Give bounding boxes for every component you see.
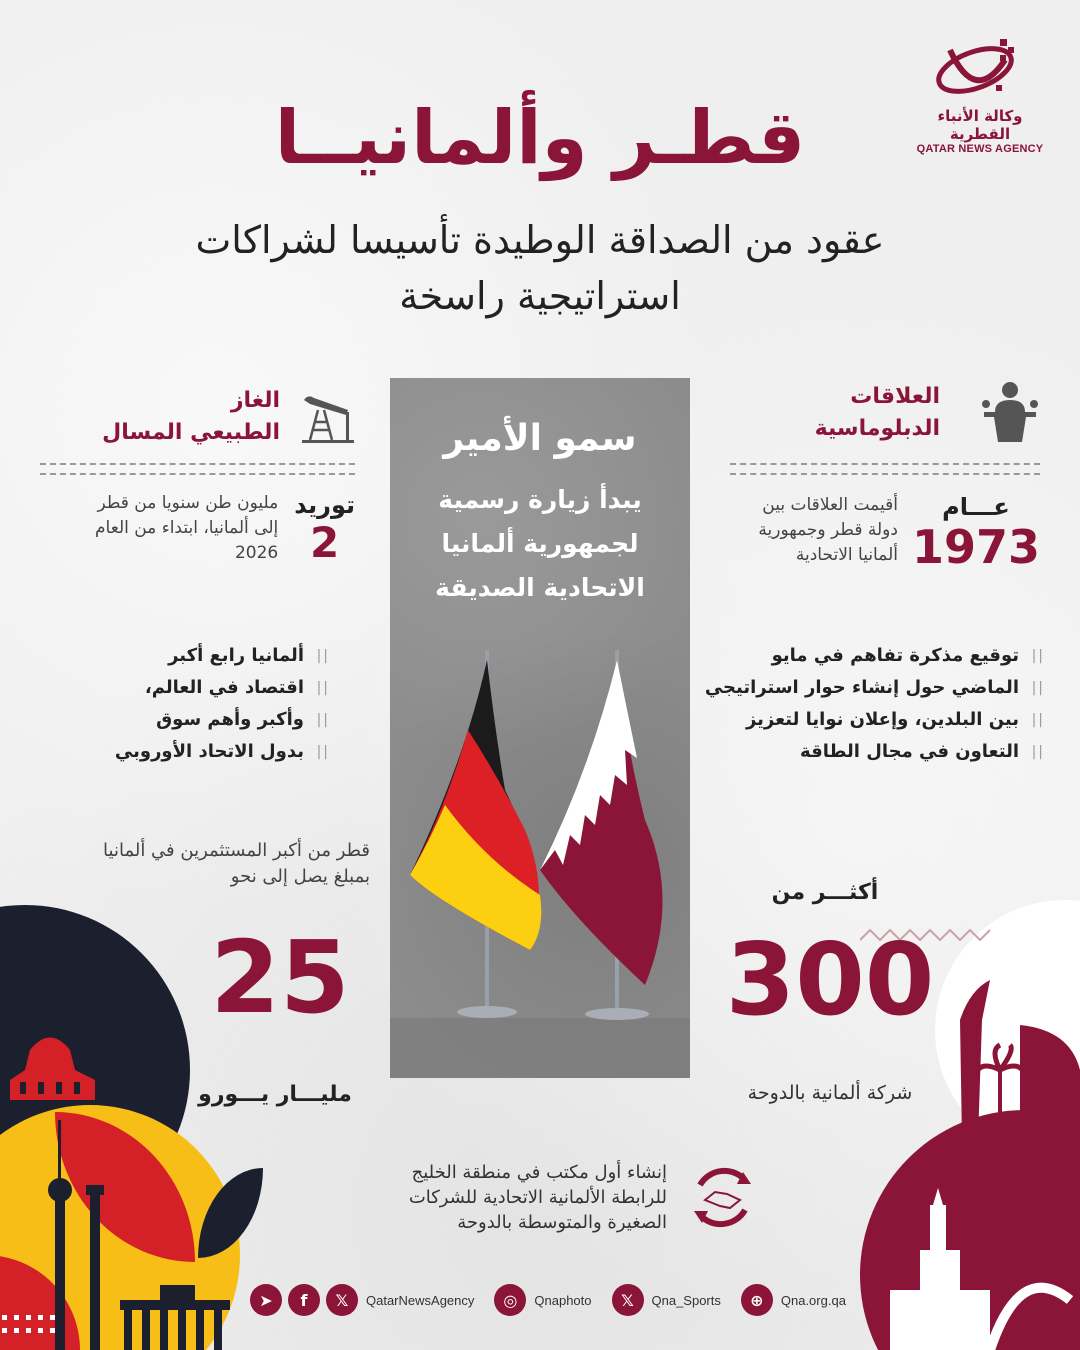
oil-pump-icon [300, 390, 355, 445]
year-value: 1973 [911, 520, 1040, 574]
investment-unit: مليـــار يـــورو [198, 1082, 352, 1107]
podium-speaker-icon [980, 380, 1040, 445]
qna-logo [905, 35, 1055, 155]
logo-english-text: QATAR NEWS AGENCY [916, 143, 1044, 155]
handle-qatarnewsagency[interactable]: QatarNewsAgency [366, 1292, 475, 1308]
lng-section [35, 385, 355, 567]
desc-line: 2026 [234, 543, 279, 563]
desc-line: قطر من أكبر المستثمرين في ألمانيا [103, 840, 370, 861]
desc-line: دولة قطر وجمهورية [758, 520, 898, 540]
center-text [390, 478, 690, 610]
desc-line: إلى ألمانيا، ابتداء من العام [95, 518, 279, 538]
supply-label: توريد [294, 491, 355, 519]
center-line: يبدأ زيارة رسمية [438, 485, 642, 514]
telegram-icon[interactable]: ➤ [250, 1284, 282, 1316]
mou-line: || بين البلدين، وإعلان نوايا لتعزيز [700, 704, 1045, 736]
flags-icon [405, 640, 675, 1030]
investment-description [35, 838, 370, 890]
economy-line: || وأكبر وأهم سوق [90, 704, 330, 736]
diplomatic-title-line-2: الدبلوماسية [814, 415, 940, 441]
desc-line: بمبلغ يصل إلى نحو [230, 866, 370, 887]
instagram-icon[interactable]: ◎ [494, 1284, 526, 1316]
office-section [360, 1160, 760, 1235]
subtitle-line-1: عقود من الصداقة الوطيدة تأسيسا لشراكات [195, 218, 885, 262]
office-line: الصغيرة والمتوسطة بالدوحة [457, 1212, 667, 1233]
logo-arabic-text: وكالة الأنباء القطرية [937, 107, 1023, 143]
economy-line: || بدول الاتحاد الأوروبي [90, 736, 330, 768]
social-footer [250, 1284, 860, 1316]
page-title: قطـر وألمانيــا [274, 95, 806, 181]
investment-value: 25 [210, 919, 350, 1036]
mou-line: || الماضي حول إنشاء حوار استراتيجي [700, 672, 1045, 704]
center-panel [390, 378, 690, 1078]
berlin-skyline-icon [0, 1010, 240, 1350]
desc-line: ألمانيا الاتحادية [795, 545, 898, 565]
mou-line: || التعاون في مجال الطاقة [700, 736, 1045, 768]
page-subtitle [100, 212, 980, 324]
companies-value: 300 [725, 921, 935, 1038]
x-icon[interactable]: 𝕏 [612, 1284, 644, 1316]
x-icon[interactable]: 𝕏 [326, 1284, 358, 1316]
diplomatic-title-line-1: العلاقات [850, 383, 940, 409]
website-link[interactable]: Qna.org.qa [780, 1292, 846, 1308]
handle-qnaphoto[interactable]: Qnaphoto [534, 1292, 592, 1308]
center-headline: سمو الأمير [443, 418, 637, 459]
companies-suffix: شركة ألمانية بالدوحة [747, 1082, 913, 1104]
mou-list [700, 640, 1045, 768]
handle-qna-sports[interactable]: Qna_Sports [651, 1292, 721, 1308]
office-line: إنشاء أول مكتب في منطقة الخليج [411, 1162, 667, 1183]
economy-line: || ألمانيا رابع أكبر [90, 640, 330, 672]
subtitle-line-2: استراتيجية راسخة [399, 274, 681, 318]
globe-icon[interactable]: ⊕ [741, 1284, 773, 1316]
year-label: عـــام [942, 493, 1010, 521]
desc-line: مليون طن سنويا من قطر [97, 493, 279, 513]
lng-title-line-1: الغاز [230, 388, 280, 413]
center-line: الاتحادية الصديقة [435, 573, 645, 602]
handshake-cycle-icon [685, 1160, 760, 1235]
mou-line: || توقيع مذكرة تفاهم في مايو [700, 640, 1045, 672]
companies-prefix: أكثـــر من [771, 880, 879, 905]
lng-title-line-2: الطبيعي المسال [102, 420, 280, 445]
lng-description [95, 491, 278, 566]
divider [730, 463, 1040, 475]
center-line: لجمهورية ألمانيا [441, 529, 639, 558]
supply-value: 2 [310, 518, 340, 567]
divider [40, 463, 355, 475]
diplomatic-description [758, 493, 898, 568]
qna-logo-icon [930, 35, 1030, 105]
economy-list [90, 640, 330, 768]
desc-line: أقيمت العلاقات بين [762, 495, 898, 515]
office-line: للرابطة الألمانية الاتحادية للشركات [408, 1187, 667, 1208]
facebook-icon[interactable]: f [288, 1284, 320, 1316]
diplomatic-section [720, 380, 1040, 573]
economy-line: || اقتصاد في العالم، [90, 672, 330, 704]
